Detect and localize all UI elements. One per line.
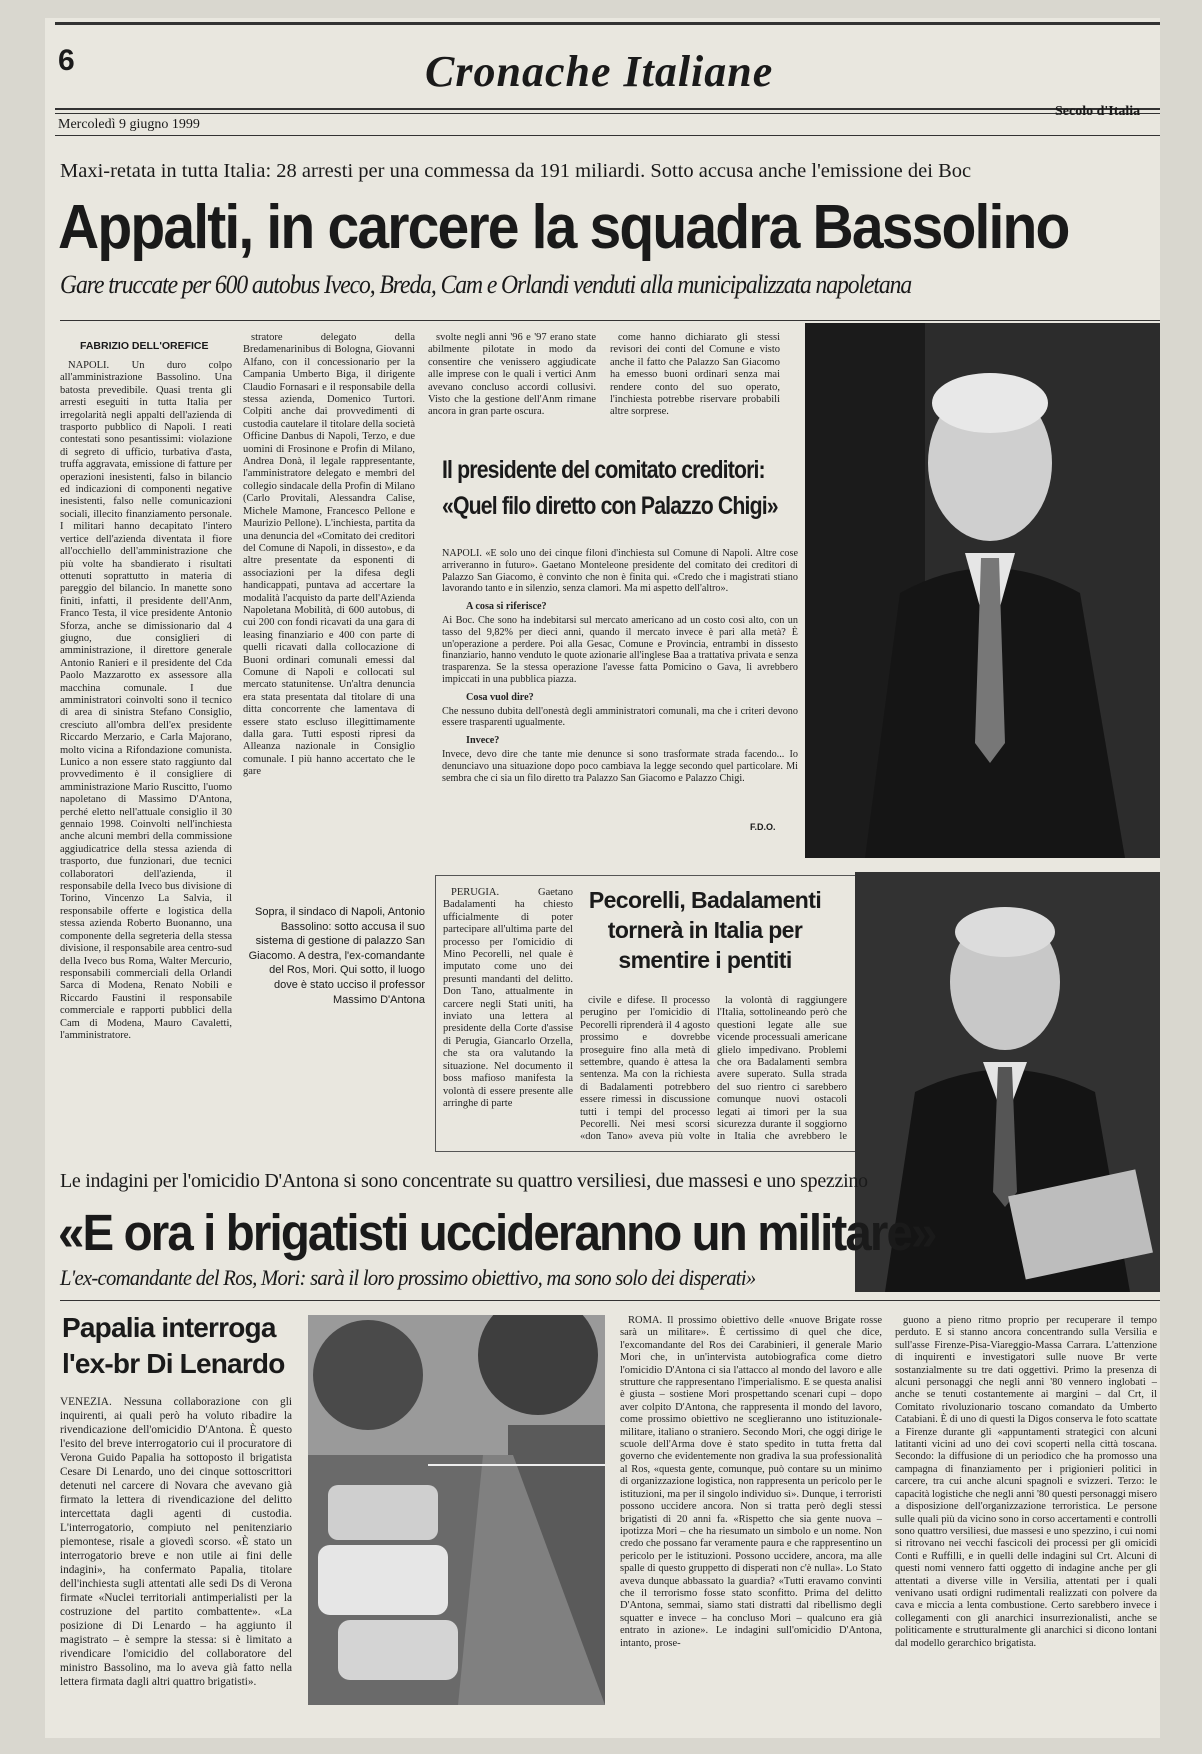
photo-caption: Sopra, il sindaco di Napoli, Antonio Bassolino: sotto accusa il suo sistema di gestione di palazzo San Giacomo. A destra, l'ex-comandante del Ros, Mori. Qui sotto, il luogo dove è stato ucciso il professor Massimo D'Antona — [248, 906, 425, 1006]
lead-column-2 — [243, 332, 415, 892]
pecorelli-column-1 — [443, 887, 573, 1142]
lead-column-3 — [428, 332, 596, 452]
header-rule-bottom — [55, 135, 1160, 136]
interview-question-2: Cosa vuol dire? — [466, 691, 534, 703]
interview-question-3: Invece? — [466, 735, 500, 747]
brigatisti-subhead: L'ex-comandante del Ros, Mori: sarà il loro prossimo obiettivo, ma sono solo dei disperati» — [60, 1265, 756, 1290]
pecorelli-column-2 — [580, 995, 710, 1142]
lead-headline: Appalti, in carcere la squadra Bassolino — [58, 193, 1069, 262]
lead-rule — [60, 320, 1160, 321]
pecorelli-text-col1: PERUGIA. Gaetano Badalamenti ha chiesto ufficialmente di poter partecipare all'ultima parte del processo per l'omicidio di Mino Pecorelli, nel quale è imputato come uno dei presunti mandanti del delitto. Don Tano, attualmente in carcere negli Stati uniti, ha inviato una lettera al presidente della Corte d'assise di Perugia, Giancarlo Orzella, che sta ora valutando la situazione. Nel documento il boss mafioso manifesta la volontà di essere presente alle arringhe di parte — [443, 887, 573, 1109]
lead-subhead: Gare truccate per 600 autobus Iveco, Breda, Cam e Orlandi venduti alla municipalizzata napoletana — [60, 270, 912, 299]
top-border — [55, 22, 1160, 25]
pecorelli-text-col3: la volontà di raggiungere l'Italia, sottolineando però che questioni legate alle sue vicende processuali americane glielo impedivano. Problemi che ora Badalamenti sembra avere superato. Sulla strada del suo rientro ci sarebbero comunque nuovi ostacoli legati ai timori per la sua sicurezza durante il soggiorno in Italia che avrebbero le — [717, 995, 847, 1142]
papalia-text: VENEZIA. Nessuna collaborazione con gli inquirenti, ai quali però ha voluto ribadire la rivendicazione dell'omicidio D'Antona. È questo l'esito del breve interrogatorio cui il procuratore di Verona Guido Papalia ha sottoposto il brigatista Cesare Di Lenardo, uno dei cinque sottoscrittori detenuti nel carcere di Novara che avevano già firmato la lettera di rivendicazione del delitto intercettata dagli agenti di custodia. L'interrogatorio, compiuto nel penitenziario piemontese, risale a giovedì scorso. «È stato un interrogatorio breve e non utile ai fini delle indagini», ha confermato Papalia, titolare dell'inchiesta sugli attentati alle sedi Ds di Verona firmate «Nuclei territoriali antimperialisti per la costruzione del partito combattente». «La posizione di Di Lenardo – ha aggiunto il magistrato – è sempre la stessa: si è limitato a rivendicare l'omicidio del collaboratore del ministro Bassolino, ma lo aveva già fatto nella lettera firmata dagli altri quattro brigatisti». — [60, 1396, 292, 1688]
papalia-headline-2: l'ex-br Di Lenardo — [62, 1348, 285, 1379]
interview-intro: NAPOLI. «E solo uno dei cinque filoni d'inchiesta sul Comune di Napoli. Altre cose arriveranno in futuro». Gaetano Monteleone presidente del comitato dei creditori di Palazzo San Giacomo, è convinto che non è finita qui. «Credo che i magistrati stiano lavorando tanto e in silenzio, senza clamori. Ma mi aspetto dell'altro». — [442, 548, 798, 595]
interview-answer-1: Ai Boc. Che sono ha indebitarsi sul mercato americano ad un costo così alto, con un tasso del 9,82% per dieci anni, quando il mercato invece è pari alla metà? È un'operazione a perdere. Poi alla Gesac, Comune e Provincia, entrambi in dissesto finanziario, hanno venduto le quote azionarie all'inglese Baa a trattativa privata e senza trasparenza. Se la stessa operazione l'avesse fatta Pomicino o Gava, li avrebbero impiccati in una pubblica piazza. — [442, 614, 798, 685]
issue-date: Mercoledì 9 giugno 1999 — [58, 117, 200, 132]
interview-question-1: A cosa si riferisce? — [466, 601, 547, 613]
pecorelli-headline: Pecorelli, Badalamenti tornerà in Italia per smentire i pentiti — [588, 887, 822, 973]
lead-column-4 — [610, 332, 780, 452]
section-title: Cronache Italiane — [425, 47, 774, 96]
lead-text-col1: NAPOLI. Un duro colpo all'amministrazione Bassolino. Una batosta prevedibile. Quasi trenta gli arresti eseguiti in tutta Italia per irregolarità negli appalti dell'azienda di trasporto pubblico di Napoli. I reati contestati sono pesantissimi: violazione di segreto di ufficio, turbativa d'asta, truffa aggravata, emissione di fatture per operazioni inesistenti, falso in bilancio ed indicazioni di componenti negative inesistenti, falso nelle comunicazioni sociali, illecito finanziamento personale. I militari hanno decapitato l'intero vertice dell'azienda diventata il fiore all'occhiello dell'amministrazione che più volte ha sbandierato i risultati ottenuti soprattutto in materia di pareggio del bilancio. In manette sono finiti, infatti, il presidente dell'Anm, Franco Testa, il vice presidente Antonio Sforza, anche se dimissionario dal 4 giugno, due consiglieri di amministrazione, il direttore generale Antonio Ranieri e il presidente del Cda Paolo Mazzarotto ex assessore alla macchina comunale. I due amministratori coinvolti sono il tecnico di area di sinistra Stefano Consiglio, cresciuto all'ombra dell'ex presidente Riccardo Merzario, e Carla Majorano, molto vicina a Rifondazione comunista. Lunico a non essere stato raggiunto dal provvedimento è il consigliere di amministrazione Mario Ruscitto, l'uomo napoletano di Massimo D'Antona, perché eletto nell'attuale consiglio il 30 gennaio 1998. Coinvolti nell'inchiesta anche alcuni membri della commissione aggiudicatrice della stessa azienda di trasporto, due funzionari, due tecnici collaboratori dell'azienda, il responsabile della Iveco bus divisione di Torino, Vincenzo La Salvia, il responsabile offerte e logistica della stessa azienda Roberto Buonanno, una componente della segreteria della stessa divisione, il responsabile area centro-sud della Iveco bus Roma, Walter Mercurio, responsabili commerciali della Orlandi Sarca di Modena, Renato Nobili e Riccardo Faustini il responsabile commerciale e rapporti pubblici della Cam di Modena, Mauro Cavaletti, l'amministratore. — [60, 360, 232, 1041]
newspaper-name: Secolo d'Italia — [1055, 104, 1141, 119]
lead-byline: FABRIZIO DELL'OREFICE — [80, 340, 209, 352]
interview-headline-1: Il presidente del comitato creditori: — [442, 456, 765, 484]
header-rule — [55, 108, 1160, 110]
street-photo — [308, 1315, 605, 1705]
brigatisti-headline: «E ora i brigatisti uccideranno un militare» — [58, 1204, 936, 1261]
brigatisti-rule — [60, 1300, 1160, 1301]
lead-text-col3: svolte negli anni '96 e '97 erano state abilmente pilotate in modo da consentire che venissero aggiudicate alle imprese con le quali i vertici Anm avevano concluso accordi collusivi. Visto che la gestione dell'Anm rimane ancora in gran parte oscura. — [428, 332, 596, 418]
brigatisti-column-1 — [620, 1315, 882, 1725]
interview-body — [442, 548, 798, 838]
lead-kicker: Maxi-retata in tutta Italia: 28 arresti per una commessa da 191 miliardi. Sotto accusa anche l'emissione dei Boc — [60, 160, 972, 182]
brigatisti-kicker: Le indagini per l'omicidio D'Antona si sono concentrate su quattro versiliesi, due massesi e uno spezzino — [60, 1170, 868, 1192]
pecorelli-column-3 — [717, 995, 847, 1142]
pecorelli-text-col2: civile e difese. Il processo perugino per l'omicidio di Pecorelli riprenderà il 4 agosto prossimo e dovrebbe proseguire fino alla metà di settembre, quando è attesa la sentenza. Ma con la richiesta di Badalamenti potrebbero essere rimessi in discussione tutti i tempi del processo Pecorelli. Nei mesi scorsi «don Tano» aveva più volte — [580, 995, 710, 1142]
papalia-column — [60, 1395, 292, 1725]
page-number: 6 — [58, 44, 75, 77]
brigatisti-text-col2: guono a pieno ritmo proprio per recuperare il tempo perduto. E si stanno ancora concentrando sulla Versilia e sull'asse Firenze-Pisa-Viareggio-Massa Carrara. L'attenzione di inquirenti e investigatori sulle nuove Br verte sostanzialmente su tre dati oggettivi. Primo la presenza di alcuni personaggi che negli anni '80 vennero inglobati – anche se tenuti costantemente ai margini – dal Crt, il Comitato rivoluzionario toscano comandato da Umberto Catabiani. È di uno di questi la Digos conserva le foto scattate a Firenze durante gli «appuntamenti strategici con alcuni latitanti vicini ad uno dei covi scoperti nella città toscana. Secondo: la diffusione di un periodico che ha promosso una campagna di finanziamento per i prigionieri politici in carcere, tra cui anche alcuni spagnoli e svizzeri. Terzo: le capacità logistiche che negli anni '80 questi personaggi misero a disposizione dell'organizzazione terroristica. Le persone sulle quali più da vicino sono in corso accertamenti e controlli sono quattro versiliesi, due massesi e uno spezzino, i cui nomi si ritrovano nei vecchi fascicoli dei processi per gli omicidi Conti e Ruffilli, e in quelli delle indagini sul Crt. Alcuni di questi nomi vennero fatti oggetto di indagine anche per gli attentati a diverse ville in Versilia, attentati per i quali venivano usati ordigni rudimentali realizzati con polvere da cava e miccia a lenta combustione. Certo sarebbero invece i collegamenti con gli anarchici insurrezionalisti, anche se politicamente e strutturalmente gli anarchici si dicono lontani dal modello gerarchico brigatista. — [895, 1315, 1157, 1649]
interview-headline-2: «Quel filo diretto con Palazzo Chigi» — [442, 492, 778, 520]
interview-answer-2: Che nessuno dubita dell'onestà degli amministratori comunali, ma che i criteri devono essere trasparenti ugualmente. — [442, 705, 798, 729]
interview-signature: F.D.O. — [750, 822, 776, 832]
brigatisti-column-2 — [895, 1315, 1157, 1725]
interview-answer-3: Invece, devo dire che tante mie denunce si sono trasformate strada facendo... Io denunciavo una situazione dopo poco cambiava la legge secondo quel particolare. Mi sembra che ci sia un filo diretto tra Palazzo San Giacomo e Palazzo Chigi. — [442, 748, 798, 784]
header-rule-thin — [55, 113, 1160, 114]
papalia-headline-1: Papalia interroga — [62, 1312, 276, 1343]
brigatisti-text-col1: ROMA. Il prossimo obiettivo delle «nuove Brigate rosse sarà un militare». È certissimo di quel che dice, l'excomandante del Ros dei Carabinieri, il generale Mario Mori che, in un'intervista autobiografica come dietro l'omicidio D'Antona ci sia l'attacco al mondo del lavoro e alle strutture che rappresentano l'imperialismo. E se questa analisi è giusta – sostiene Mori prospettando scenari cupi – dopo aver colpito D'Antona, che rappresenta il mondo del lavoro, come prossimo obiettivo ne sceglieranno uno istituzionale-militare, italiano o straniero. Secondo Mori, che oggi dirige le scuole dell'Arma dove è stato spedito in tutta fretta dal governo che evidentemente non gradiva la sua professionalità al Ros, «questa gente, comunque, può contare su un minimo di organizzazione logistica, non rappresenta un pericolo per le istituzioni, ma per il singolo individuo sì». Dunque, i terroristi possono uccidere ancora. Non si tratta però degli stessi brigatisti di 20 anni fa. «Rispetto che sia gente nuova – ipotizza Mori – che ha riesumato un simbolo e un nome. Non credo che possano far veramente paura e che rappresentino un pericolo per le istituzioni. Possono uccidere, ancora, ma alle spalle di questo gruppetto di disperati non c'è nulla». Lo Stato aveva dunque abbassato la guardia? «Tutti eravamo convinti che il terrorismo fosse stato sconfitto. Prima del delitto D'Antona, semmai, siamo stati distratti dal ribellismo degli squatter e invece – ha concluso Mori – qualcuno era già entrato in azione». Le indagini sull'omicidio D'Antona, intanto, prose- — [620, 1315, 882, 1649]
lead-text-col4: come hanno dichiarato gli stessi revisori dei conti del Comune e visto anche il fatto che Palazzo San Giacomo ha emesso buoni ordinari senza mai rendere conto del suo operato, l'inchiesta potrebbe riservare probabili altre sorprese. — [610, 332, 780, 418]
bassolino-photo — [805, 323, 1160, 858]
lead-text-col2: stratore delegato della Bredamenarinibus di Bologna, Giovanni Alfano, con il concessionario per la Campania Umberto Biga, il dirigente Claudio Fornasari e il responsabile della stessa azienda, Domenico Turtori. Colpiti anche dai provvedimenti di custodia cautelare il titolare della società Officine Danbus di Napoli, Terzo, e due uomini di Frosinone e Profin di Milano, Andrea Donà, il legale rappresentante, l'amministratore delegato e membri del collegio sindacale della Profin di Milano (Carlo Provitali, Alessandra Calise, Michele Mamone, Francesco Pellone e Maurizio Pellone). L'inchiesta, partita da una denuncia del «Comitato dei creditori del Comune di Napoli, in dissesto», e da altre presentate da esponenti di associazioni per la difesa degli handicappati, puntava ad accertare la modalità l'acquisto da parte dell'Azienda Napoletana Mobilità, di 600 autobus, di cui 200 con fondi ricavati da una gara di leasing finanziario e 400 con parte di quelli ricavati dalla collocazione di Buoni ordinari comunali emessi dal Comune di Napoli e collocati sul mercato statunitense. Un'altra denuncia era stata presentata dal titolare di una ditta concorrente che lamentava di essere stato escluso illegittimamente dalla gara. Tutti esposti ripresi da Alleanza nazionale in Consiglio comunale. I più hanno accertato che le gare — [243, 332, 415, 778]
